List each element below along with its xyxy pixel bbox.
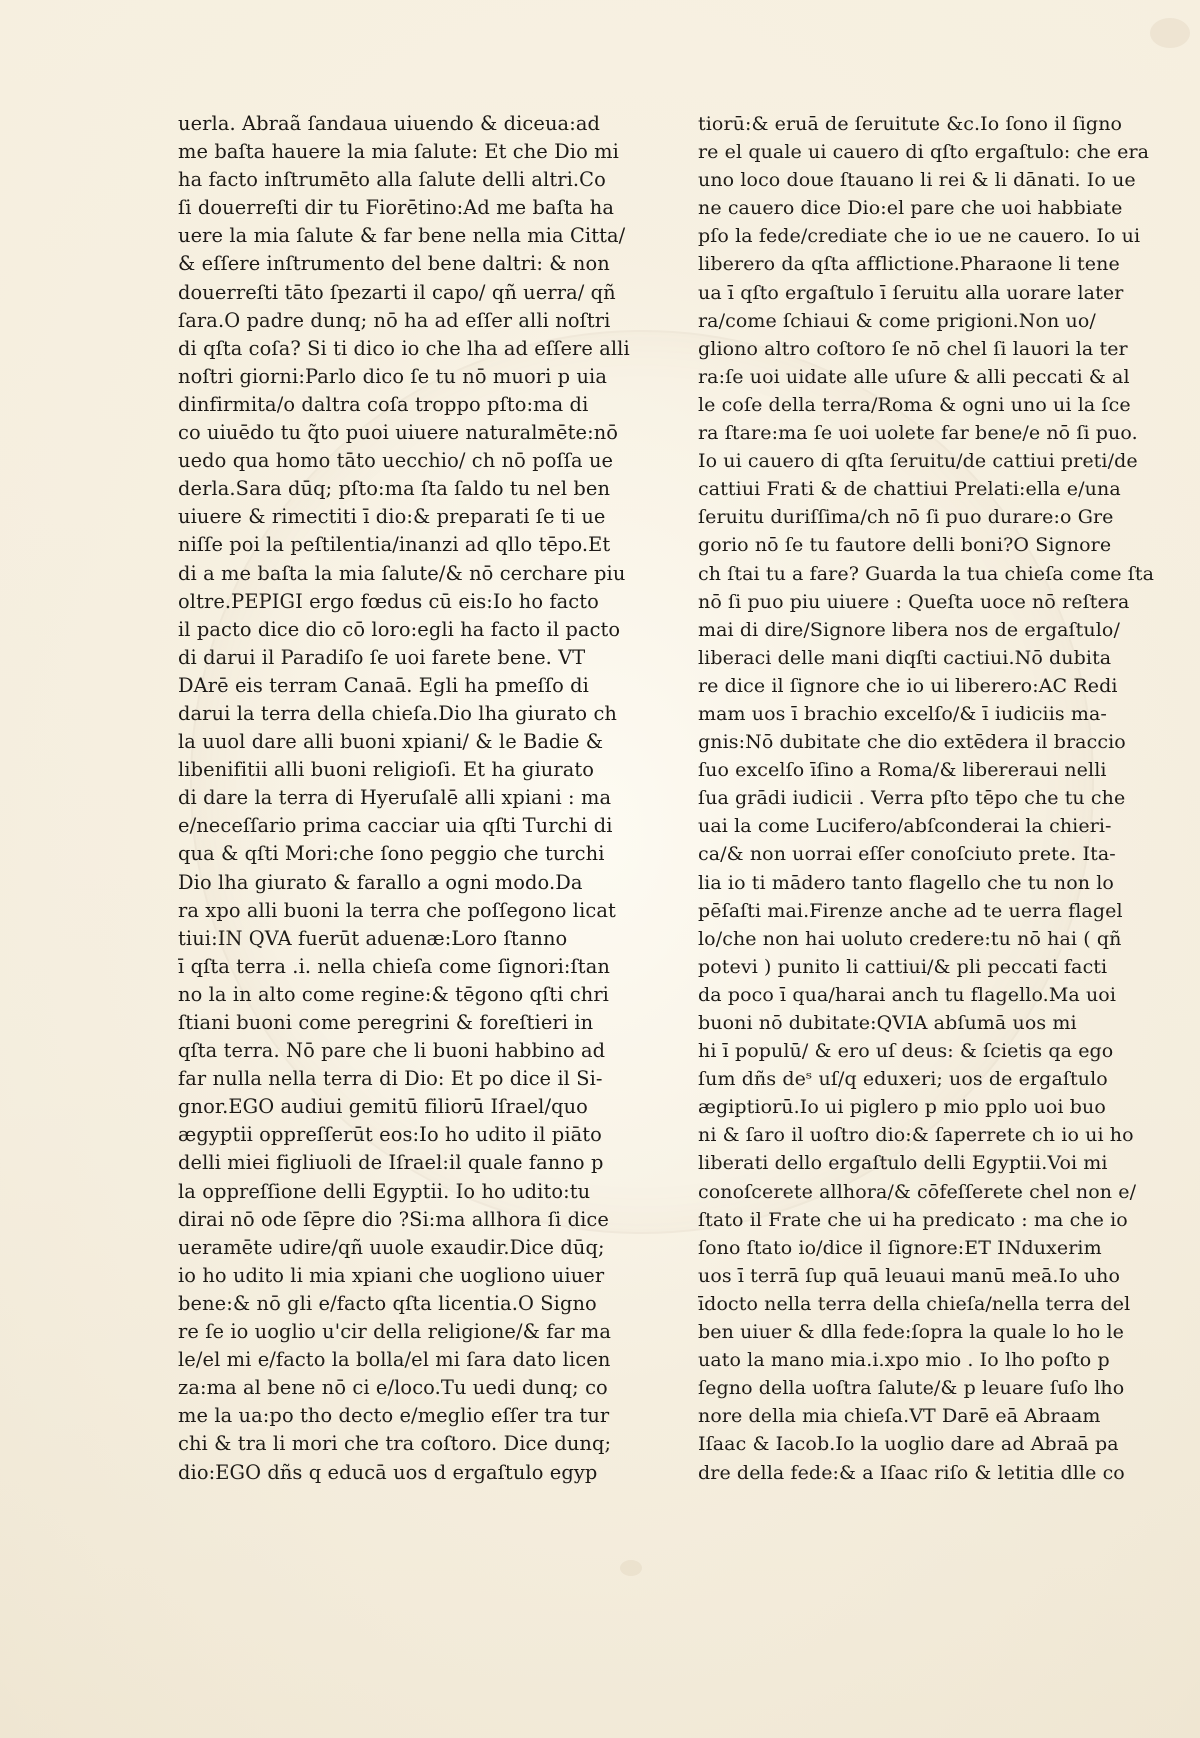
text-line: potevi ) punito li cattiui/& pli peccati facti xyxy=(698,955,1108,978)
text-line: re el quale ui cauero di qſto ergaſtulo: che era xyxy=(698,141,1150,164)
text-line: douerreſti tāto ſpezarti il capo/ qñ uerra/ qñ xyxy=(178,280,616,304)
right-text-column xyxy=(698,110,1160,1487)
text-line: me baſta hauere la mia ſalute: Et che Dio mi xyxy=(178,140,619,164)
text-line: buoni nō dubitate:QVIA abſumā uos mi xyxy=(698,1012,1077,1034)
text-line: ſi douerreſti dir tu Fiorētino:Ad me baſta ha xyxy=(178,196,615,220)
text-line: za:ma al bene nō ci e/loco.Tu uedi dunq; co xyxy=(178,1376,608,1400)
text-line: uerla. Abraã ſandaua uiuendo & diceua:ad xyxy=(178,112,601,135)
text-line: uai la come Lucifero/abſconderai la chieri- xyxy=(698,815,1112,838)
text-line: lia io ti mādero tanto flagello che tu non lo xyxy=(698,871,1114,894)
text-line: ſono ſtato io/dice il ſignore:ET INduxerim xyxy=(698,1236,1102,1259)
text-line: oltre.PEPIGI ergo fœdus cū eis:Io ho facto xyxy=(178,589,599,613)
text-line: ſuo excelſo īſino a Roma/& libereraui nelli xyxy=(698,759,1107,782)
text-line: mai di dire/Signore libera nos de ergaſtulo/ xyxy=(698,618,1120,641)
text-line: qſta terra. Nō pare che li buoni habbino ad xyxy=(178,1039,606,1063)
paper-stain xyxy=(1150,18,1190,48)
text-line: niſſe poi la peſtilentia/inanzi ad qllo tēpo.Et xyxy=(178,533,611,557)
text-line: tiui:IN QVA fuerūt aduenæ:Loro ſtanno xyxy=(178,926,568,950)
text-line: ra:ſe uoi uidate alle uſure & alli peccati & al xyxy=(698,365,1130,388)
text-line: cattiui Frati & de chattiui Prelati:ella e/una xyxy=(698,478,1121,501)
text-line: uedo qua homo tāto uecchio/ ch nō poſſa ue xyxy=(178,449,614,473)
text-line: me la ua:po tho decto e/meglio eſſer tra tur xyxy=(178,1404,610,1428)
text-line: libenifitii alli buoni religioſi. Et ha giurato xyxy=(178,758,595,782)
text-line: le/el mi e/facto la bolla/el mi ſara dato licen xyxy=(178,1348,611,1372)
text-line: di darui il Paradiſo ſe uoi farete bene. VT xyxy=(178,645,586,669)
text-line: ſara.O padre dunq; nō ha ad eſſer alli noſtri xyxy=(178,308,611,332)
text-line: il pacto dice dio cō loro:egli ha facto il pacto xyxy=(178,617,621,641)
text-line: ſtato il Frate che ui ha predicato : ma che io xyxy=(698,1208,1128,1231)
text-line: uato la mano mia.i.xpo mio . Io lho poſto p xyxy=(698,1349,1110,1372)
text-line: & eſſere inſtrumento del bene daltri: & non xyxy=(178,252,610,276)
text-line: le coſe della terra/Roma & ogni uno ui la ſce xyxy=(698,393,1131,416)
text-line: delli miei figliuoli de Iſrael:il quale fanno p xyxy=(178,1151,604,1175)
text-line: no la in alto come regine:& tēgono qſti chri xyxy=(178,982,609,1006)
text-line: uere la mia ſalute & far bene nella mia Citta/ xyxy=(178,224,626,248)
text-line: gliono altro coſtoro ſe nō chel ſi lauori la ter xyxy=(698,337,1128,360)
text-line: pēſaſti mai.Firenze anche ad te uerra flagel xyxy=(698,899,1123,922)
text-line: di qſta coſa? Si ti dico io che lha ad eſſere alli xyxy=(178,336,630,360)
text-line: ca/& non uorrai eſſer conoſciuto prete. Ita- xyxy=(698,843,1116,866)
text-line: hi ī populū/ & ero uſ deus: & ſcietis qa ego xyxy=(698,1040,1114,1063)
text-line: ī qſta terra .i. nella chieſa come ſignori:ſtan xyxy=(178,954,610,978)
text-line: ben uiuer & dlla fede:ſopra la quale lo ho le xyxy=(698,1321,1125,1344)
text-line: DArē eis terram Canaā. Egli ha pmeſſo di xyxy=(178,673,589,697)
text-line: bene:& nō gli e/facto qſta licentia.O Signo xyxy=(178,1291,597,1315)
text-line: ra ſtare:ma ſe uoi uolete far bene/e nō ſi puo. xyxy=(698,422,1138,445)
text-line: īdocto nella terra della chieſa/nella terra del xyxy=(698,1292,1131,1315)
text-line: Iſaac & Iacob.Io la uoglio dare ad Abraā pa xyxy=(698,1433,1119,1456)
text-line: liberero da qſta afflictione.Pharaone li tene xyxy=(698,253,1120,276)
text-line: dre della fede:& a Iſaac riſo & letitia dlle co xyxy=(698,1461,1125,1484)
text-line: nore della mia chieſa.VT Darē eā Abraam xyxy=(698,1405,1101,1428)
text-line: ſum dñs deˢ uſ/q eduxeri; uos de ergaſtulo xyxy=(698,1068,1108,1091)
text-line: co uiuēdo tu q̃to puoi uiuere naturalmēte:nō xyxy=(178,421,619,445)
text-line: tiorū:& eruā de ſeruitute &c.Io ſono il ſigno xyxy=(698,113,1123,135)
text-line: uno loco doue ſtauano li rei & li dānati. Io ue xyxy=(698,169,1136,192)
text-line: ſtiani buoni come peregrini & foreſtieri in xyxy=(178,1011,594,1034)
text-line: gnis:Nō dubitate che dio extēdera il braccio xyxy=(698,731,1126,754)
text-line: liberaci delle mani diqſti cactiui.Nō dubita xyxy=(698,646,1112,669)
text-line: la oppreſſione delli Egyptii. Io ho udito:tu xyxy=(178,1179,591,1203)
text-line: io ho udito li mia xpiani che uogliono uiuer xyxy=(178,1263,605,1287)
text-line: ueramēte udire/qñ uuole exaudir.Dice dūq; xyxy=(178,1235,605,1259)
text-line: e/neceſſario prima cacciar uia qſti Turchi di xyxy=(178,814,613,838)
text-line: Io ui cauero di qſta ſeruitu/de cattiui preti/de xyxy=(698,450,1138,473)
text-line: ſua grādi iudicii . Verra pſto tēpo che tu che xyxy=(698,787,1126,810)
text-line: ægyptii oppreſſerūt eos:Io ho udito il piāto xyxy=(178,1123,602,1147)
text-line: la uuol dare alli buoni xpiani/ & le Badie & xyxy=(178,730,604,754)
text-line: di a me baſta la mia ſalute/& nō cerchare piu xyxy=(178,561,626,585)
text-line: ni & ſaro il uoſtro dio:& ſaperrete ch io ui ho xyxy=(698,1124,1134,1147)
text-line: ra/come ſchiaui & come prigioni.Non uo/ xyxy=(698,309,1096,332)
text-line: ha facto inſtrumēto alla ſalute delli altri.Co xyxy=(178,168,606,192)
text-line: dio:EGO dñs q educā uos d ergaſtulo egyp xyxy=(178,1460,598,1484)
text-line: ra xpo alli buoni la terra che poſſegono licat xyxy=(178,898,616,922)
text-line: mam uos ī brachio excelſo/& ī iudiciis ma- xyxy=(698,702,1107,725)
text-line: liberati dello ergaſtulo delli Egyptii.Voi mi xyxy=(698,1152,1108,1175)
text-line: ſegno della uoſtra ſalute/& p leuare ſuſo lho xyxy=(698,1377,1125,1400)
text-line: uos ī terrā ſup quā leuaui manū meā.Io uho xyxy=(698,1264,1121,1287)
paper-stain xyxy=(620,1560,642,1576)
text-line: ſeruitu duriſſima/ch nō ſi puo durare:o Gre xyxy=(698,506,1114,529)
left-text-column xyxy=(178,110,658,1487)
text-line: re dice il ſignore che io ui liberero:AC Redi xyxy=(698,674,1118,697)
text-line: da poco ī qua/harai anch tu flagello.Ma uoi xyxy=(698,983,1116,1006)
text-line: chi & tra li mori che tra coſtoro. Dice dunq; xyxy=(178,1432,612,1456)
text-line: lo/che non hai uoluto credere:tu nō hai ( qñ xyxy=(698,927,1122,950)
text-line: darui la terra della chieſa.Dio lha giurato ch xyxy=(178,701,618,725)
text-line: di dare la terra di Hyeruſalē alli xpiani : ma xyxy=(178,786,612,810)
text-line: derla.Sara dūq; pſto:ma ſta ſaldo tu nel ben xyxy=(178,477,611,501)
text-line: dinfirmita/o daltra coſa troppo pſto:ma di xyxy=(178,392,589,416)
text-line: pſo la fede/crediate che io ue ne cauero. Io ui xyxy=(698,225,1141,248)
text-line: uiuere & rimectiti ī dio:& preparati ſe ti ue xyxy=(178,505,606,529)
text-line: ægiptiorū.Io ui piglero p mio pplo uoi buo xyxy=(698,1096,1106,1119)
text-line: noſtri giorni:Parlo dico ſe tu nō muori p uia xyxy=(178,364,608,388)
text-line: gorio nō ſe tu fautore delli boni?O Signore xyxy=(698,534,1112,557)
text-line: Dio lha giurato & farallo a ogni modo.Da xyxy=(178,870,583,894)
text-line: nō ſi puo piu uiuere : Queſta uoce nō reſtera xyxy=(698,590,1130,613)
text-line: qua & qſti Mori:che ſono peggio che turchi xyxy=(178,842,605,866)
text-line: ne cauero dice Dio:el pare che uoi habbiate xyxy=(698,197,1123,220)
text-line: ch ſtai tu a fare? Guarda la tua chieſa come ſta xyxy=(698,562,1155,585)
text-line: re ſe io uoglio u'cir della religione/& far ma xyxy=(178,1320,611,1344)
text-line: far nulla nella terra di Dio: Et po dice il Si- xyxy=(178,1067,603,1091)
text-line: ua ī qſto ergaſtulo ī ſeruitu alla uorare later xyxy=(698,281,1124,304)
text-line: gnor.EGO audiui gemitū filiorū Iſrael/quo xyxy=(178,1095,588,1119)
text-line: dirai nō ode ſēpre dio ?Si:ma allhora ſi dice xyxy=(178,1207,609,1231)
text-line: conoſcerete allhora/& cōfeſſerete chel non e/ xyxy=(698,1180,1137,1203)
